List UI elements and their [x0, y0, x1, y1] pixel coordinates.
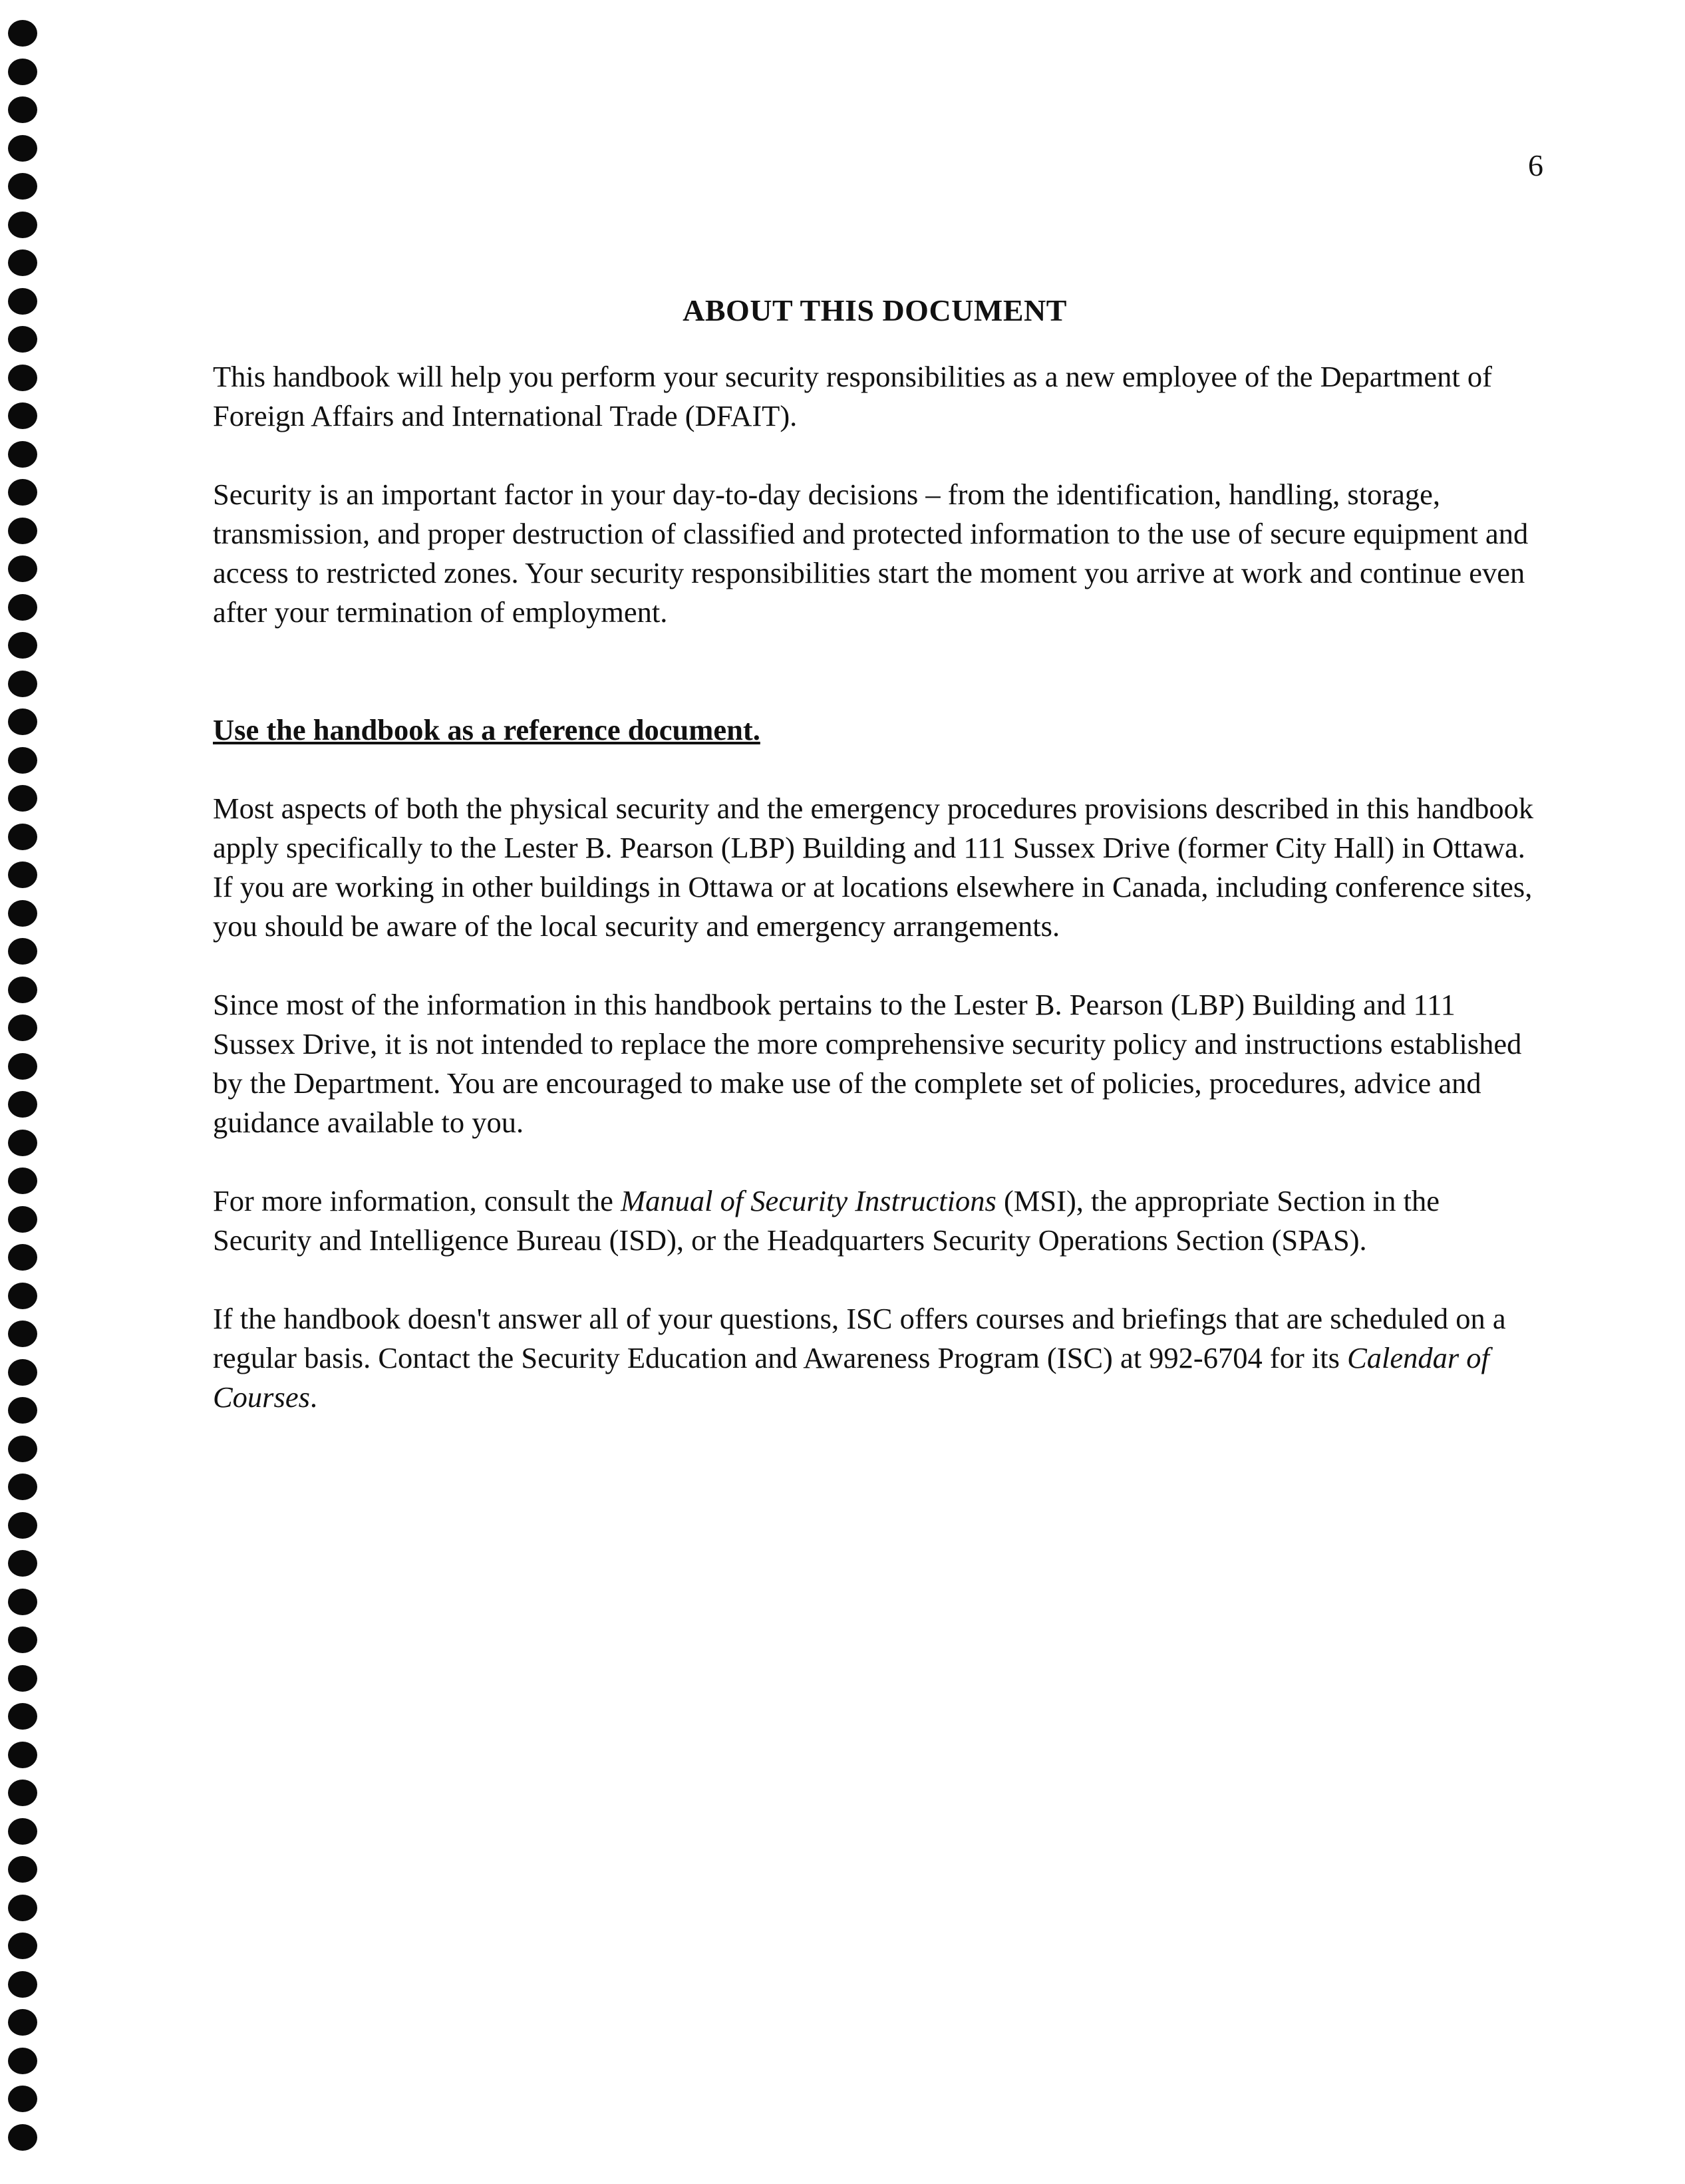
binding-hole	[8, 2086, 37, 2112]
binding-hole	[8, 1168, 37, 1194]
courses-text-after: .	[309, 1380, 318, 1414]
binding-hole	[8, 1014, 37, 1041]
binding-hole	[8, 1130, 37, 1156]
binding-hole	[8, 1780, 37, 1806]
binding-hole	[8, 1436, 37, 1462]
binding-hole	[8, 135, 37, 162]
binding-hole	[8, 402, 37, 429]
courses-calendar-title: Calendar of Courses	[213, 1341, 1489, 1414]
binding-hole	[8, 518, 37, 544]
binding-hole	[8, 59, 37, 85]
binding-hole	[8, 1359, 37, 1386]
binding-hole	[8, 173, 37, 200]
binding-hole	[8, 1665, 37, 1692]
binding-hole	[8, 1971, 37, 1998]
binding-hole	[8, 1856, 37, 1883]
binding-hole	[8, 785, 37, 812]
binding-hole	[8, 326, 37, 353]
section-heading: Use the handbook as a reference document.	[213, 713, 760, 746]
binding-hole	[8, 365, 37, 391]
binding-hole	[8, 1933, 37, 1959]
msi-manual-title: Manual of Security Instructions	[621, 1184, 996, 1217]
binding-hole	[8, 1589, 37, 1615]
binding-hole	[8, 20, 37, 47]
binding-hole	[8, 1244, 37, 1271]
binding-hole	[8, 288, 37, 315]
document-body	[213, 293, 1537, 1456]
page-number: 6	[1528, 148, 1543, 182]
binding-hole	[8, 1397, 37, 1424]
binding-hole	[8, 1818, 37, 1845]
binding-hole	[8, 1895, 37, 1921]
binding-hole	[8, 1550, 37, 1577]
binding-hole	[8, 1627, 37, 1653]
binding-hole	[8, 1474, 37, 1500]
binding-hole	[8, 2009, 37, 2036]
binding-hole	[8, 824, 37, 850]
binding-hole	[8, 747, 37, 774]
binding-hole	[8, 1321, 37, 1347]
section-spacer	[213, 671, 1537, 710]
msi-text-before: For more information, consult the	[213, 1184, 621, 1217]
binding-hole	[8, 861, 37, 888]
binding-hole	[8, 212, 37, 238]
binding-hole	[8, 96, 37, 123]
courses-text-before: If the handbook doesn't answer all of your questions, ISC offers courses and briefings that are scheduled on a regular basis. Contact the Security Education and Awareness Program (ISC) at 992-6704 for its	[213, 1302, 1506, 1374]
binding-hole	[8, 938, 37, 965]
binding-hole	[8, 632, 37, 659]
intro-paragraph-2: Security is an important factor in your day-to-day decisions – from the identification, handling, storage, transmission, and proper destruction of classified and protected information to the use of secure equipment and access to restricted zones. Your security responsibilities start the moment you arrive at work and continue even after your termination of employment.	[213, 478, 1529, 629]
binding-hole	[8, 2048, 37, 2074]
binding-hole	[8, 594, 37, 621]
binding-holes	[0, 20, 53, 2184]
binding-hole	[8, 671, 37, 697]
binding-hole	[8, 1091, 37, 1118]
binding-hole	[8, 441, 37, 468]
binding-hole	[8, 2124, 37, 2151]
binding-hole	[8, 249, 37, 276]
binding-hole	[8, 1512, 37, 1539]
binding-hole	[8, 977, 37, 1003]
binding-hole	[8, 479, 37, 506]
msi-text-after: (MSI), the appropriate Section in the Security and Intelligence Bureau (ISD), or the Headquarters Security Operations Section (SPAS).	[213, 1184, 1440, 1257]
msi-paragraph	[213, 1181, 1537, 1260]
binding-hole	[8, 708, 37, 735]
binding-hole	[8, 1206, 37, 1233]
binding-hole	[8, 1053, 37, 1080]
section-paragraph-2: Since most of the information in this handbook pertains to the Lester B. Pearson (LBP) Building and 111 Sussex Drive, it is not intended to replace the more comprehensive security policy and instructions established by the Department. You are encouraged to make use of the complete set of policies, procedures, advice and guidance available to you.	[213, 988, 1522, 1139]
binding-hole	[8, 1703, 37, 1730]
intro-paragraph-1: This handbook will help you perform your security responsibilities as a new employee of the Department of Foreign Affairs and International Trade (DFAIT).	[213, 360, 1492, 432]
binding-hole	[8, 900, 37, 927]
binding-hole	[8, 555, 37, 582]
courses-paragraph	[213, 1299, 1537, 1417]
binding-hole	[8, 1283, 37, 1309]
page-title: ABOUT THIS DOCUMENT	[683, 293, 1067, 327]
section-paragraph-1: Most aspects of both the physical security and the emergency procedures provisions described in this handbook apply specifically to the Lester B. Pearson (LBP) Building and 111 Sussex Drive (former City Hall) in Ottawa. If you are working in other buildings in Ottawa or at locations elsewhere in Canada, including conference sites, you should be aware of the local security and emergency arrangements.	[213, 792, 1534, 943]
binding-hole	[8, 1742, 37, 1768]
